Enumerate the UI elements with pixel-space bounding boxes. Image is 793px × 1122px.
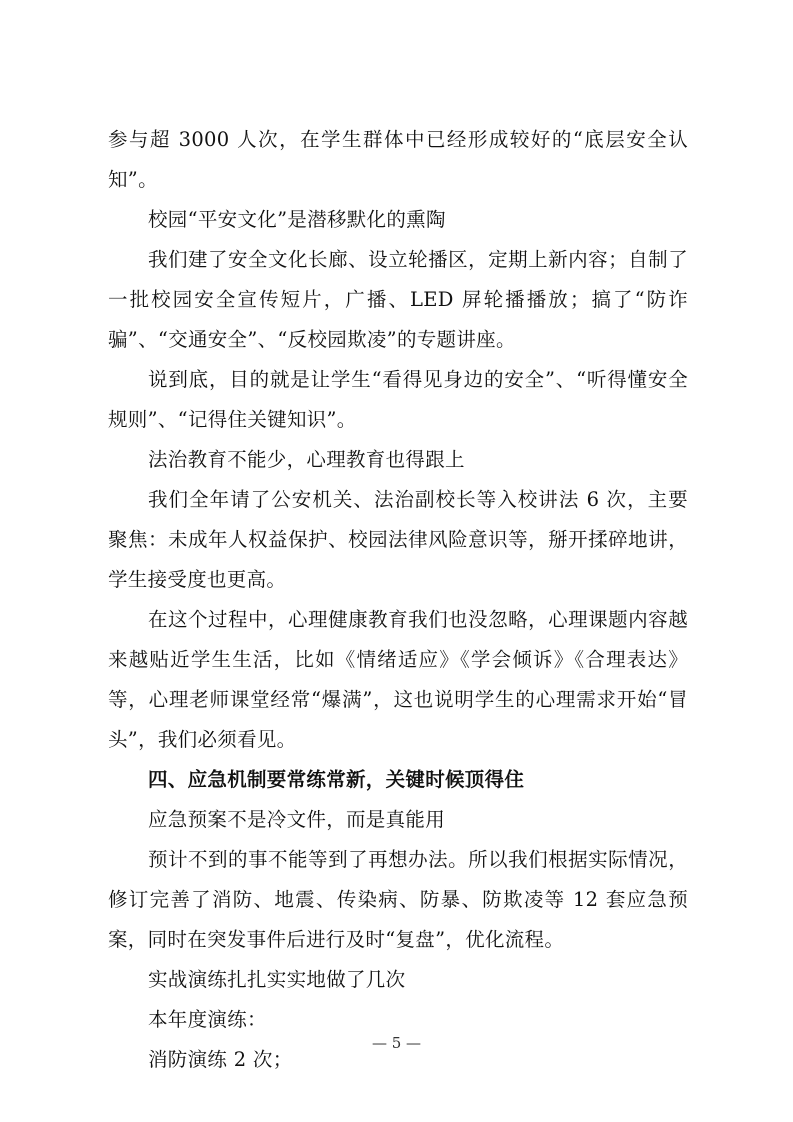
paragraph-10: 预计不到的事不能等到了再想办法。所以我们根据实际情况，修订完善了消防、地震、传染病、防暴、防欺凌等 12 套应急预案，同时在突发事件后进行及时“复盘”，优化流程。 bbox=[108, 848, 688, 951]
paragraph-3: 我们建了安全文化长廊、设立轮播区，定期上新内容；自制了一批校园安全宣传短片，广播、LED 屏轮播播放；搞了“防诈骗”、“交通安全”、“反校园欺凌”的专题讲座。 bbox=[108, 248, 688, 351]
paragraph-13: 消防演练 2 次； bbox=[148, 1048, 293, 1071]
paragraph-7: 在这个过程中，心理健康教育我们也没忽略，心理课题内容越来越贴近学生生活，比如《情绪适应》《学会倾诉》《合理表达》等，心理老师课堂经常“爆满”，这也说明学生的心理需求开始“冒头”，我们必须看见。 bbox=[108, 608, 688, 751]
paragraph-1: 参与超 3000 人次，在学生群体中已经形成较好的“底层安全认知”。 bbox=[108, 128, 688, 191]
document-body bbox=[108, 120, 688, 1080]
paragraph-9: 应急预案不是冷文件，而是真能用 bbox=[148, 808, 446, 831]
paragraph-2: 校园“平安文化”是潜移默化的熏陶 bbox=[148, 208, 446, 231]
section-heading: 四、应急机制要常练常新，关键时候顶得住 bbox=[148, 768, 525, 791]
paragraph-5: 法治教育不能少，心理教育也得跟上 bbox=[148, 448, 465, 471]
paragraph-11: 实战演练扎扎实实地做了几次 bbox=[148, 968, 406, 991]
paragraph-4: 说到底，目的就是让学生“看得见身边的安全”、“听得懂安全规则”、“记得住关键知识”。 bbox=[108, 368, 688, 431]
paragraph-6: 我们全年请了公安机关、法治副校长等入校讲法 6 次，主要聚焦：未成年人权益保护、校园法律风险意识等，掰开揉碎地讲，学生接受度也更高。 bbox=[108, 488, 688, 591]
paragraph-12: 本年度演练： bbox=[148, 1008, 267, 1031]
page-number: — 5 — bbox=[371, 1034, 422, 1052]
